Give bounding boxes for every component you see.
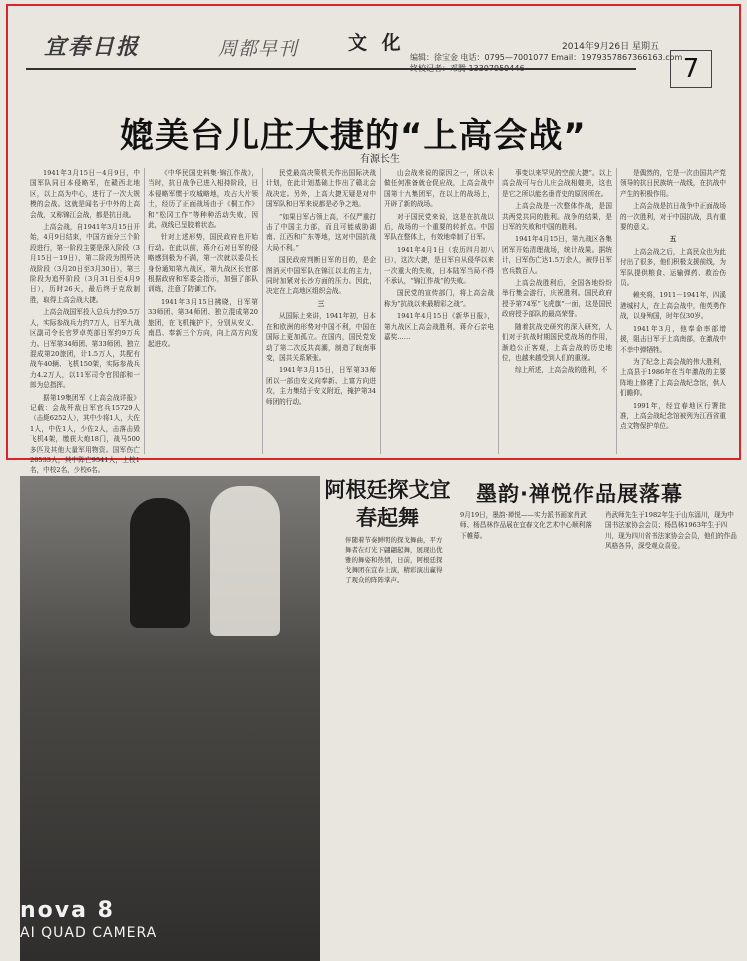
masthead bbox=[30, 26, 730, 106]
paragraph: 山会战来说的原因之一，所以未做任何准备就仓促应战，上高会战中国第十九集团军，在以上的战场上，开辟了新的战场。 bbox=[384, 169, 494, 209]
watermark-camera: AI QUAD CAMERA bbox=[20, 925, 158, 941]
paragraph: 国民政府判断日军的目的，是企图消灭中国军队在锦江以北的主力，同时加紧对长沙方面的压力。因此，决定在上高地区组织会战。 bbox=[266, 256, 376, 296]
column-divider bbox=[144, 168, 145, 454]
dancer-figure bbox=[130, 498, 190, 628]
paragraph: 据第19集团军《上高会战详报》记载：会战歼敌日军官兵15729人（击毙6252人），其中少将1人，大佐1人，中佐1人，少佐2人，击落击毁飞机4架，缴获大炮18门，战马500多匹及其他大量军用物资。国军伤亡20533人，其中阵亡9541人，上校1名，中校2名，少校6名。 bbox=[30, 393, 140, 475]
article-column-4 bbox=[384, 168, 494, 454]
exhibition-news-title: 墨韵·禅悦作品展落幕 bbox=[476, 482, 683, 506]
paragraph: 对于国民党来说，这是在抗战以后，战场的一个重要的转折点。中国军队在整体上，有效地牵制了日军。 bbox=[384, 212, 494, 242]
tango-photo bbox=[20, 476, 320, 961]
paragraph: 1941年3月15日，日军第33师团以一部由安义向奉新、上富方向进攻，主力集结于安义附近，掩护第34师团的行动。 bbox=[266, 366, 376, 406]
paragraph: 国民党的宣传部门，将上高会战称为“抗战以来最精彩之战”。 bbox=[384, 289, 494, 308]
paragraph: 事变以来罕见的空前大捷”。以上高会战可与台儿庄会战相媲美，这也是它之所以能名垂青史的原因所在。 bbox=[502, 169, 612, 198]
paragraph: 《中华民国史料集·锦江作战》，当时，抗日战争已进入相持阶段，日本侵略军惯于攻城略地，攻占大片领土，经历了正面战场由于《桐工作》和“松冈工作”等种种活动失败，因此，战线已呈胶着状态。 bbox=[148, 169, 258, 230]
article-body bbox=[30, 168, 736, 475]
paragraph: 民党最高决策机关作出国际决战计划，在此计划基础上作出了赣北会战决定。另外，上高大捷无疑是对中国军队和日军来说都是必争之地。 bbox=[266, 169, 376, 209]
article-column-5 bbox=[502, 168, 612, 454]
paragraph: 1941年3月15日拂晓，日军第33师团、第34师团、独立混成第20旅团，在飞机掩护下，分别从安义、南昌、奉新三个方向，向上高方向发起进攻。 bbox=[148, 297, 258, 348]
paragraph: 上高会战是一次整体作战，是国共两党共同的胜利。战争的结果，是日军的失败和中国的胜利。 bbox=[502, 202, 612, 232]
section-name: 文 化 bbox=[348, 32, 405, 54]
paragraph: 上高会战，自1941年3月15日开始，4月9日结束，中国方面分三个阶段进行，第一阶段主要是深入阶段（3月15日－19日），第二阶段为围歼决战阶段（3月20日至3月30日），第三阶段为追歼阶段（3月31日至4月9日），历时26天，最后终于克敌制胜，取得上高会战大捷。 bbox=[30, 223, 140, 304]
weekly-name: 周都早刊 bbox=[218, 38, 299, 60]
paragraph: 上高会战是抗日战争中正面战场的一次胜利，对于中国抗战，具有重要的意义。 bbox=[620, 202, 726, 232]
paragraph: 上高会战胜利后，全国各地纷纷举行集会游行，庆祝胜利。国民政府授予第74军“飞虎旗”一面，这是国民政府授予部队的最高荣誉。 bbox=[502, 279, 612, 319]
paragraph: 1941年3月15日－4月9日，中国军队同日本侵略军，在赣西北地区，以上高为中心，进行了一次大规模的会战。这就是闻名于中外的上高会战，又称锦江会战，都是抗日战。 bbox=[30, 169, 140, 219]
article-column-3 bbox=[266, 168, 376, 454]
paragraph: 针对上述形势，国民政府也开始行动。在此以前，蒋介石对日军的侵略感到极为不满，第一次就以委员长身份通知第九战区，第九战区长官部根据政府和军委会指示，加强了部队训练，注意了防御工作。 bbox=[148, 233, 258, 294]
section-numeral: 三 bbox=[317, 299, 325, 308]
paragraph: 1991年，经宜春地区行署批准，上高会战纪念馆被列为江西省重点文物保护单位。 bbox=[620, 401, 726, 431]
paragraph: “如果日军占领上高，不仅严重打击了中国主力部，而且可能威胁湖南、江西和广东等地，这对中国抗战大局不利。” bbox=[266, 212, 376, 252]
tango-news-body: 伴随着节奏鲜明的探戈舞曲，平方舞者在灯光下翩翩起舞，展现出优雅的舞姿和热情，日前，阿根廷探戈舞团在宜春上演，精彩演出赢得了观众的阵阵掌声。 bbox=[345, 536, 443, 584]
dancer-figure bbox=[210, 486, 280, 636]
issue-date: 2014年9月26日 星期五 bbox=[562, 42, 659, 52]
column-divider bbox=[616, 168, 617, 454]
exhibition-news-column: 9月19日，墨韵·禅悦——实力派书画家肖武师、杨昌林作品展在宜春文化艺术中心顺利落下帷幕。 bbox=[460, 511, 592, 540]
column-divider bbox=[498, 168, 499, 454]
camera-watermark bbox=[20, 898, 157, 941]
article-column-6 bbox=[620, 168, 726, 454]
exhibition-news-column: 肖武师先生于1982年生于山东淄川，现为中国书法家协会会员；杨昌林1963年生于四川，现为四川省书法家协会会员，他们的作品风格各异，深受观众喜爱。 bbox=[605, 511, 737, 551]
article-headline: 媲美台儿庄大捷的“上高会战” bbox=[120, 116, 587, 156]
paragraph: 赖夹将，1911－1941年，四溪港城村人，在上高会战中，他英勇作战，以身殉国，时年仅30岁。 bbox=[620, 291, 726, 321]
paragraph: 为了纪念上高会战的伟大胜利，上高县于1986年在当年激战的主要阵地上修建了上高会战纪念馆，供人们瞻仰。 bbox=[620, 357, 726, 398]
masthead-rule bbox=[26, 68, 636, 70]
watermark-brand: nova 8 bbox=[20, 898, 115, 923]
column-divider bbox=[380, 168, 381, 454]
paragraph: 1941年4月15日《新华日报》，第九战区上高会战胜利，蒋介石亲电嘉奖…… bbox=[384, 312, 494, 342]
tango-news-title: 阿根廷探戈宜春起舞 bbox=[324, 478, 451, 530]
paragraph: 上高会战国军投入总兵力约9.5万人，实际参战兵力约7万人，日军九战区副司令长官罗卓英部日军约9万兵力。日军第34师团、第33师团、独立混成第20旅团，计1.5万人，共配有战车40辆、飞机150架，实际参战兵力4.2万人，以11军司令官园部和一郎为总指挥。 bbox=[30, 308, 140, 390]
paragraph: 是偶然的，它是一次由国共产党领导的抗日民族统一战线，在抗战中产生的积极作用。 bbox=[620, 169, 726, 198]
paragraph: 从国际上来讲，1941年初，日本在和欧洲的形势对中国不利，中国在国际上更加孤立。在国内，国民党发动了第二次反共高潮，制造了皖南事变，国共关系紧张。 bbox=[266, 312, 376, 362]
paragraph: 随着抗战史研究的深入研究，人们对于抗战时期国民党战场的作用，渐趋公正客观，上高会战的历史地位，也越来越受到人们的重视。 bbox=[502, 322, 612, 362]
paragraph: 1941年3月，他奉命率部增援，阻击日军于上高南部，在激战中不幸中弹牺牲。 bbox=[620, 324, 726, 354]
paragraph: 1941年4月15日，第九战区各集团军开始清理战场，统计战果。据统计，日军伤亡达1.5万余人，被俘日军官兵数百人。 bbox=[502, 235, 612, 275]
column-divider bbox=[262, 168, 263, 454]
paragraph: 1941年4月1日（农历四月初八日），这次大捷，是日军自从侵华以来一次重大的失败，日本陆军当局不得不承认，“锦江作战”的失败。 bbox=[384, 245, 494, 286]
paragraph: 综上所述，上高会战的胜利，不 bbox=[515, 366, 608, 375]
article-column-2 bbox=[148, 168, 258, 454]
article-column-1 bbox=[30, 168, 140, 475]
paper-name: 宜春日报 bbox=[44, 34, 141, 60]
article-byline: 有源长生 bbox=[360, 154, 400, 165]
paragraph: 上高会战之后，上高民众也为此付出了很多，他们积极支援前线，为军队提供粮食、运输弹药、救治伤员。 bbox=[620, 247, 726, 288]
editor-info: 编辑：徐宝金 电话：0795—7001077 Email：1979357867366163.com bbox=[410, 53, 683, 62]
section-numeral: 五 bbox=[669, 235, 677, 244]
page-number: 7 bbox=[670, 50, 712, 88]
